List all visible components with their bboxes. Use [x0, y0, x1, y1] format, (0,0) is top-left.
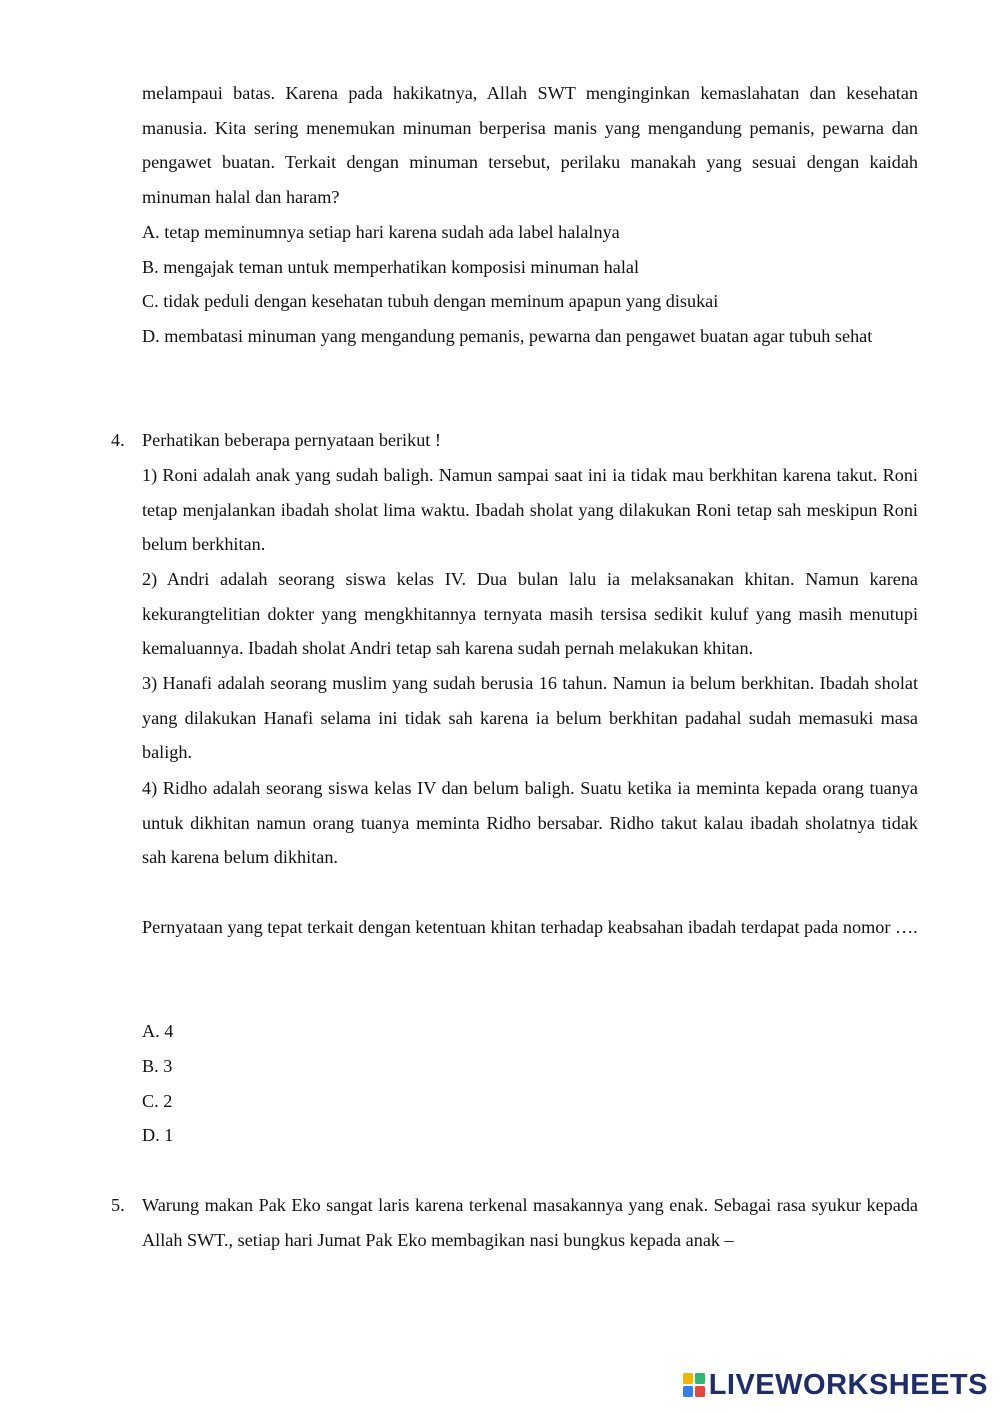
q3-option-b: B. mengajak teman untuk memperhatikan komposisi minuman halal	[142, 257, 640, 277]
q4-statement-4: 4) Ridho adalah seorang siswa kelas IV dan belum baligh. Suatu ketika ia meminta kepada orang tuanya untuk dikhitan namun orang tuanya meminta Ridho bersabar. Ridho takut kalau ibadah sholatnya tidak sah karena belum dikhitan.	[142, 778, 918, 868]
liveworksheets-logo-icon	[683, 1373, 705, 1397]
q4-number: 4.	[111, 430, 125, 450]
q5-text: Warung makan Pak Eko sangat laris karena terkenal masakannya yang enak. Sebagai rasa syukur kepada Allah SWT., setiap hari Jumat Pak Eko membagikan nasi bungkus kepada anak –	[142, 1195, 918, 1250]
q4-question: Pernyataan yang tepat terkait dengan ketentuan khitan terhadap keabsahan ibadah terdapat pada nomor ….	[142, 917, 918, 937]
q3-option-a: A. tetap meminumnya setiap hari karena sudah ada label halalnya	[142, 222, 620, 242]
q4-statement-3: 3) Hanafi adalah seorang muslim yang sudah berusia 16 tahun. Namun ia belum berkhitan. Ibadah sholat yang dilakukan Hanafi selama ini tidak sah karena ia belum berkhitan padahal sudah memasuki masa baligh.	[142, 673, 918, 763]
q4-option-b: B. 3	[142, 1056, 173, 1076]
q4-prompt: Perhatikan beberapa pernyataan berikut !	[142, 430, 441, 450]
q4-statement-2: 2) Andri adalah seorang siswa kelas IV. Dua bulan lalu ia melaksanakan khitan. Namun karena kekurangtelitian dokter yang mengkhitannya ternyata masih tersisa sedikit kuluf yang masih menutupi kemaluannya. Ibadah sholat Andri tetap sah karena sudah pernah melakukan khitan.	[142, 569, 918, 659]
q4-option-d: D. 1	[142, 1125, 174, 1145]
liveworksheets-logo[interactable]	[683, 1370, 988, 1400]
q5-number: 5.	[111, 1195, 125, 1215]
q3-option-d: D. membatasi minuman yang mengandung pemanis, pewarna dan pengawet buatan agar tubuh sehat	[142, 326, 873, 346]
q4-statement-1: 1) Roni adalah anak yang sudah baligh. Namun sampai saat ini ia tidak mau berkhitan karena takut. Roni tetap menjalankan ibadah sholat lima waktu. Ibadah sholat yang dilakukan Roni tetap sah meskipun Roni belum berkhitan.	[142, 465, 918, 555]
logo-text: LIVEWORKSHEETS	[708, 1369, 988, 1401]
q3-intro-paragraph: melampaui batas. Karena pada hakikatnya, Allah SWT menginginkan kemaslahatan dan kesehatan manusia. Kita sering menemukan minuman berperisa manis yang mengandung pemanis, pewarna dan pengawet buatan. Terkait dengan minuman tersebut, perilaku manakah yang sesuai dengan kaidah minuman halal dan haram?	[142, 83, 918, 208]
q3-option-c: C. tidak peduli dengan kesehatan tubuh dengan meminum apapun yang disukai	[142, 291, 719, 311]
q4-option-c: C. 2	[142, 1091, 173, 1111]
q4-option-a: A. 4	[142, 1021, 174, 1041]
